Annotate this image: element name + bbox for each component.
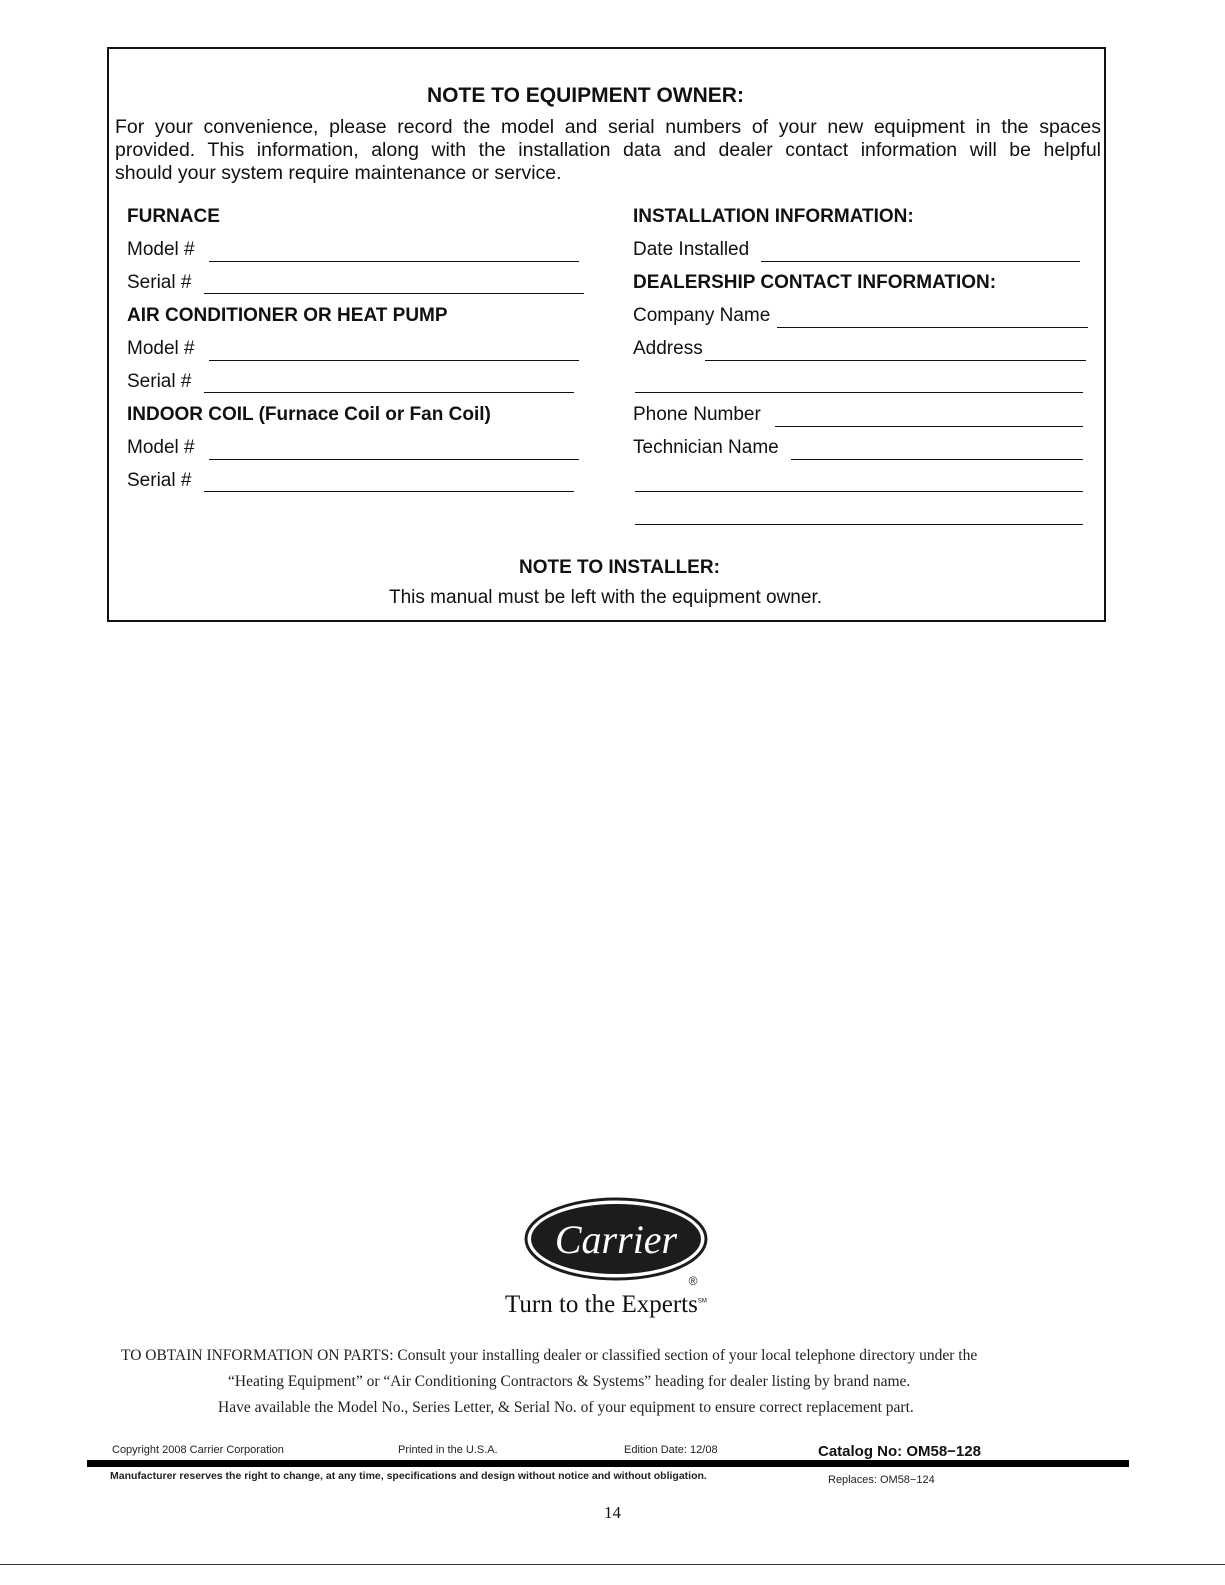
company-name-line[interactable]: [777, 327, 1088, 328]
coil-serial-label: Serial #: [127, 470, 192, 491]
carrier-logo: [523, 1197, 711, 1289]
installer-note-text: This manual must be left with the equipment owner.: [389, 587, 823, 608]
coil-serial-line[interactable]: [204, 491, 574, 492]
intro-line-1: For your convenience, please record the model and serial numbers of your new equipment in the spaces: [115, 116, 1101, 138]
carrier-logo-graphic: [523, 1197, 711, 1289]
installer-note-title: NOTE TO INSTALLER:: [519, 557, 720, 578]
furnace-serial-line[interactable]: [204, 293, 584, 294]
company-name-label: Company Name: [633, 305, 771, 326]
technician-name-label: Technician Name: [633, 437, 779, 458]
date-installed-line[interactable]: [761, 261, 1080, 262]
registered-mark: ®: [688, 1274, 698, 1288]
page-bottom-edge: [0, 1564, 1225, 1565]
footer-rule: [87, 1460, 1129, 1467]
service-mark: SM: [697, 1298, 707, 1305]
furnace-model-label: Model #: [127, 239, 195, 260]
owner-note-intro: [115, 116, 1101, 185]
ac-serial-label: Serial #: [127, 371, 192, 392]
brand-tagline: [505, 1291, 707, 1319]
disclaimer-text: Manufacturer reserves the right to change, at any time, specifications and design without notice and without obligation.: [110, 1470, 707, 1482]
parts-info-line-2: “Heating Equipment” or “Air Conditioning Contractors & Systems” heading for dealer listing by brand name.: [228, 1373, 911, 1390]
logo-wordmark: Carrier: [554, 1217, 678, 1262]
intro-line-2: provided. This information, along with the installation data and dealer contact information will be helpful: [115, 139, 1101, 161]
owner-note-title: NOTE TO EQUIPMENT OWNER:: [427, 84, 744, 107]
ac-serial-line[interactable]: [204, 392, 574, 393]
address-line-1[interactable]: [705, 360, 1086, 361]
copyright-text: Copyright 2008 Carrier Corporation: [112, 1444, 284, 1456]
furnace-model-line[interactable]: [209, 261, 579, 262]
furnace-serial-label: Serial #: [127, 272, 192, 293]
technician-name-line[interactable]: [791, 459, 1083, 460]
tagline-text: Turn to the Experts: [505, 1291, 698, 1318]
coil-model-label: Model #: [127, 437, 195, 458]
phone-number-line[interactable]: [775, 426, 1083, 427]
ac-model-label: Model #: [127, 338, 195, 359]
extra-line-1[interactable]: [635, 491, 1083, 492]
coil-model-line[interactable]: [209, 459, 579, 460]
page-number: 14: [604, 1503, 621, 1522]
dealership-heading: DEALERSHIP CONTACT INFORMATION:: [633, 272, 997, 293]
ac-heading: AIR CONDITIONER OR HEAT PUMP: [127, 305, 448, 326]
parts-info-line-1: TO OBTAIN INFORMATION ON PARTS: Consult your installing dealer or classified section of your local telephone directory under the: [121, 1347, 978, 1364]
address-line-2[interactable]: [635, 392, 1083, 393]
phone-number-label: Phone Number: [633, 404, 761, 425]
installation-heading: INSTALLATION INFORMATION:: [633, 206, 914, 227]
intro-line-3: should your system require maintenance or service.: [115, 162, 562, 184]
replaces-text: Replaces: OM58−124: [828, 1474, 935, 1486]
printed-in-text: Printed in the U.S.A.: [398, 1444, 498, 1456]
extra-line-2[interactable]: [635, 524, 1083, 525]
edition-date-text: Edition Date: 12/08: [624, 1444, 718, 1456]
ac-model-line[interactable]: [209, 360, 579, 361]
address-label: Address: [633, 338, 703, 359]
catalog-number: Catalog No: OM58−128: [818, 1443, 981, 1460]
furnace-heading: FURNACE: [127, 206, 220, 227]
coil-heading: INDOOR COIL (Furnace Coil or Fan Coil): [127, 404, 491, 425]
equipment-owner-note-box: [107, 47, 1106, 622]
date-installed-label: Date Installed: [633, 239, 750, 260]
parts-info-line-3: Have available the Model No., Series Letter, & Serial No. of your equipment to ensure correct replacement part.: [218, 1399, 914, 1416]
